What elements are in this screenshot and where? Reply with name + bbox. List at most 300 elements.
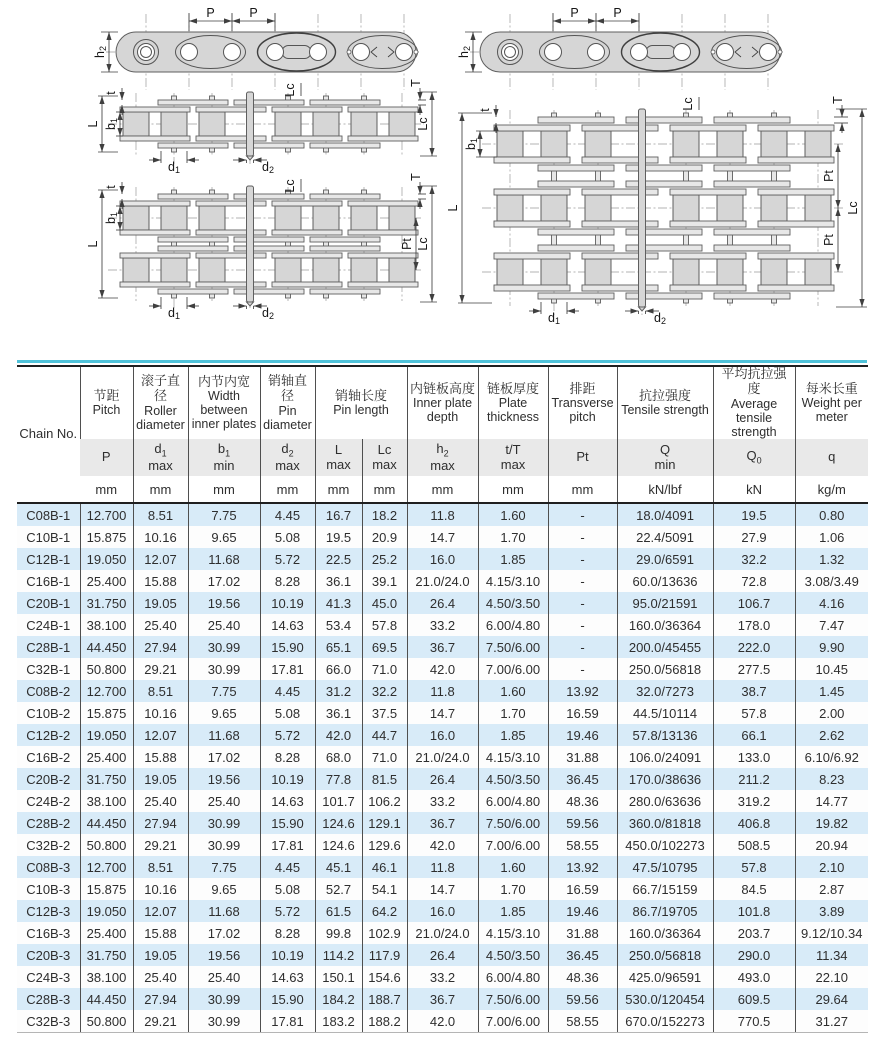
value-cell: 77.8 xyxy=(315,768,362,790)
value-cell: 25.40 xyxy=(188,790,260,812)
value-cell: 250.0/56818 xyxy=(617,658,713,680)
value-cell: 25.40 xyxy=(188,966,260,988)
table-row xyxy=(17,680,868,702)
value-cell: 31.750 xyxy=(80,592,133,614)
dim-label-Lc: Lc xyxy=(283,83,297,97)
value-cell: 37.5 xyxy=(362,702,407,724)
value-cell: 3.08/3.49 xyxy=(795,570,868,592)
value-cell: 7.50/6.00 xyxy=(478,812,548,834)
value-cell: 609.5 xyxy=(713,988,795,1010)
column-unit: mm xyxy=(133,476,188,503)
value-cell: 11.34 xyxy=(795,944,868,966)
value-cell: 7.75 xyxy=(188,503,260,526)
header-symbols-row xyxy=(17,439,868,476)
dim-label-t: t xyxy=(104,185,118,189)
value-cell: 47.5/10795 xyxy=(617,856,713,878)
value-cell: 19.46 xyxy=(548,724,617,746)
value-cell: 15.90 xyxy=(260,812,315,834)
table-row xyxy=(17,702,868,724)
value-cell: 25.40 xyxy=(133,790,188,812)
column-unit: mm xyxy=(315,476,362,503)
value-cell: 19.050 xyxy=(80,900,133,922)
value-cell: 52.7 xyxy=(315,878,362,900)
value-cell: 15.875 xyxy=(80,878,133,900)
value-cell: 1.45 xyxy=(795,680,868,702)
value-cell: 2.10 xyxy=(795,856,868,878)
value-cell: 27.94 xyxy=(133,636,188,658)
column-symbol: $b_1$ min xyxy=(188,439,260,476)
column-unit: mm xyxy=(80,476,133,503)
value-cell: 1.32 xyxy=(795,548,868,570)
spec-table-section xyxy=(17,360,867,1033)
value-cell: 106.7 xyxy=(713,592,795,614)
value-cell: 5.72 xyxy=(260,724,315,746)
value-cell: 7.00/6.00 xyxy=(478,834,548,856)
table-row xyxy=(17,658,868,680)
dim-label-P: P xyxy=(249,6,258,20)
value-cell: 29.0/6591 xyxy=(617,548,713,570)
value-cell: 71.0 xyxy=(362,658,407,680)
value-cell: 22.10 xyxy=(795,966,868,988)
value-cell: 31.27 xyxy=(795,1010,868,1033)
value-cell: 16.0 xyxy=(407,548,478,570)
value-cell: 14.63 xyxy=(260,614,315,636)
single-strand-plan-view-diagram xyxy=(86,80,438,176)
value-cell: - xyxy=(548,614,617,636)
value-cell: 44.450 xyxy=(80,812,133,834)
value-cell: 508.5 xyxy=(713,834,795,856)
value-cell: 20.94 xyxy=(795,834,868,856)
value-cell: 102.9 xyxy=(362,922,407,944)
value-cell: 19.5 xyxy=(315,526,362,548)
value-cell: 11.68 xyxy=(188,724,260,746)
chain-no-cell: C10B-1 xyxy=(17,526,80,548)
value-cell: 42.0 xyxy=(407,658,478,680)
value-cell: 4.50/3.50 xyxy=(478,592,548,614)
value-cell: 15.90 xyxy=(260,988,315,1010)
dim-label-d1: d1 xyxy=(548,311,560,326)
header-names-row xyxy=(17,366,868,439)
column-symbol: P xyxy=(80,439,133,476)
table-row xyxy=(17,922,868,944)
value-cell: 38.100 xyxy=(80,790,133,812)
dim-label-t: t xyxy=(104,91,118,95)
dim-label-P: P xyxy=(570,6,579,20)
value-cell: 1.06 xyxy=(795,526,868,548)
value-cell: 50.800 xyxy=(80,834,133,856)
value-cell: 26.4 xyxy=(407,944,478,966)
value-cell: 7.50/6.00 xyxy=(478,636,548,658)
value-cell: 183.2 xyxy=(315,1010,362,1033)
value-cell: 7.00/6.00 xyxy=(478,1010,548,1033)
value-cell: 19.5 xyxy=(713,503,795,526)
dim-label-Lc: Lc xyxy=(681,97,695,111)
value-cell: 81.5 xyxy=(362,768,407,790)
value-cell: 5.72 xyxy=(260,900,315,922)
value-cell: 46.1 xyxy=(362,856,407,878)
value-cell: 203.7 xyxy=(713,922,795,944)
value-cell: 25.400 xyxy=(80,746,133,768)
value-cell: 31.750 xyxy=(80,944,133,966)
value-cell: 25.2 xyxy=(362,548,407,570)
value-cell: 15.875 xyxy=(80,526,133,548)
chain-no-cell: C24B-3 xyxy=(17,966,80,988)
table-row xyxy=(17,966,868,988)
column-unit: kg/m xyxy=(795,476,868,503)
value-cell: 4.50/3.50 xyxy=(478,944,548,966)
value-cell: 30.99 xyxy=(188,834,260,856)
column-header: 节距 Pitch xyxy=(80,366,133,439)
value-cell: 17.81 xyxy=(260,1010,315,1033)
column-unit: mm xyxy=(362,476,407,503)
value-cell: 9.90 xyxy=(795,636,868,658)
value-cell: 160.0/36364 xyxy=(617,614,713,636)
value-cell: 44.5/10114 xyxy=(617,702,713,724)
value-cell: 8.51 xyxy=(133,856,188,878)
value-cell: 5.08 xyxy=(260,526,315,548)
value-cell: 12.700 xyxy=(80,856,133,878)
column-header: 销轴长度 Pin length xyxy=(315,366,407,439)
value-cell: 6.00/4.80 xyxy=(478,966,548,988)
value-cell: 27.94 xyxy=(133,812,188,834)
value-cell: 21.0/24.0 xyxy=(407,570,478,592)
value-cell: 42.0 xyxy=(407,1010,478,1033)
value-cell: 36.7 xyxy=(407,812,478,834)
value-cell: 44.450 xyxy=(80,636,133,658)
value-cell: 319.2 xyxy=(713,790,795,812)
chain-no-cell: C10B-2 xyxy=(17,702,80,724)
value-cell: 36.1 xyxy=(315,570,362,592)
value-cell: 18.0/4091 xyxy=(617,503,713,526)
value-cell: 99.8 xyxy=(315,922,362,944)
chain-no-cell: C08B-1 xyxy=(17,503,80,526)
table-row xyxy=(17,724,868,746)
value-cell: 7.75 xyxy=(188,680,260,702)
column-header: 抗拉强度 Tensile strength xyxy=(617,366,713,439)
value-cell: 57.8/13136 xyxy=(617,724,713,746)
value-cell: 12.07 xyxy=(133,724,188,746)
chain-no-cell: C28B-2 xyxy=(17,812,80,834)
value-cell: 30.99 xyxy=(188,658,260,680)
dim-label-Pt: Pt xyxy=(400,238,414,250)
value-cell: 66.7/15159 xyxy=(617,878,713,900)
value-cell: 32.2 xyxy=(713,548,795,570)
chain-no-cell: C12B-3 xyxy=(17,900,80,922)
value-cell: 59.56 xyxy=(548,812,617,834)
chain-no-cell: C32B-3 xyxy=(17,1010,80,1033)
value-cell: 48.36 xyxy=(548,790,617,812)
table-row xyxy=(17,548,868,570)
value-cell: 14.63 xyxy=(260,966,315,988)
value-cell: 106.2 xyxy=(362,790,407,812)
value-cell: 4.50/3.50 xyxy=(478,768,548,790)
chain-no-cell: C12B-2 xyxy=(17,724,80,746)
value-cell: 38.100 xyxy=(80,614,133,636)
value-cell: 14.7 xyxy=(407,702,478,724)
dim-label-L: L xyxy=(446,204,460,212)
value-cell: 71.0 xyxy=(362,746,407,768)
chain-no-cell: C32B-2 xyxy=(17,834,80,856)
column-unit: mm xyxy=(548,476,617,503)
value-cell: 30.99 xyxy=(188,636,260,658)
value-cell: 0.80 xyxy=(795,503,868,526)
value-cell: 57.8 xyxy=(713,856,795,878)
value-cell: 17.02 xyxy=(188,922,260,944)
value-cell: 22.5 xyxy=(315,548,362,570)
value-cell: 32.2 xyxy=(362,680,407,702)
chain-no-cell: C24B-2 xyxy=(17,790,80,812)
value-cell: 25.40 xyxy=(133,966,188,988)
value-cell: 211.2 xyxy=(713,768,795,790)
value-cell: 9.65 xyxy=(188,526,260,548)
value-cell: 25.40 xyxy=(133,614,188,636)
spec-table-header xyxy=(17,366,868,503)
value-cell: 2.62 xyxy=(795,724,868,746)
chain-no-cell: C16B-2 xyxy=(17,746,80,768)
value-cell: 1.60 xyxy=(478,680,548,702)
value-cell: 178.0 xyxy=(713,614,795,636)
value-cell: 106.0/24091 xyxy=(617,746,713,768)
value-cell: 7.50/6.00 xyxy=(478,988,548,1010)
value-cell: 5.72 xyxy=(260,548,315,570)
column-symbol: Lc max xyxy=(362,439,407,476)
value-cell: - xyxy=(548,526,617,548)
value-cell: 184.2 xyxy=(315,988,362,1010)
dim-label-d2: d2 xyxy=(262,306,274,321)
value-cell: 36.7 xyxy=(407,636,478,658)
table-row xyxy=(17,812,868,834)
value-cell: 58.55 xyxy=(548,1010,617,1033)
chain-side-view-right-diagram xyxy=(457,4,792,92)
value-cell: 114.2 xyxy=(315,944,362,966)
value-cell: 39.1 xyxy=(362,570,407,592)
value-cell: 33.2 xyxy=(407,614,478,636)
value-cell: 19.46 xyxy=(548,900,617,922)
value-cell: 8.51 xyxy=(133,680,188,702)
value-cell: 101.8 xyxy=(713,900,795,922)
value-cell: 117.9 xyxy=(362,944,407,966)
value-cell: 50.800 xyxy=(80,1010,133,1033)
value-cell: 6.10/6.92 xyxy=(795,746,868,768)
column-header: 内链板高度 Inner plate depth xyxy=(407,366,478,439)
value-cell: 188.2 xyxy=(362,1010,407,1033)
value-cell: 42.0 xyxy=(315,724,362,746)
value-cell: 30.99 xyxy=(188,1010,260,1033)
value-cell: 29.21 xyxy=(133,658,188,680)
value-cell: - xyxy=(548,592,617,614)
value-cell: 1.85 xyxy=(478,548,548,570)
value-cell: 11.68 xyxy=(188,900,260,922)
value-cell: 22.4/5091 xyxy=(617,526,713,548)
value-cell: 12.07 xyxy=(133,548,188,570)
value-cell: 10.19 xyxy=(260,768,315,790)
table-row xyxy=(17,526,868,548)
value-cell: 19.82 xyxy=(795,812,868,834)
column-symbol: $h_2$ max xyxy=(407,439,478,476)
chain-no-cell: C24B-1 xyxy=(17,614,80,636)
value-cell: 406.8 xyxy=(713,812,795,834)
value-cell: 16.7 xyxy=(315,503,362,526)
value-cell: 14.63 xyxy=(260,790,315,812)
value-cell: 33.2 xyxy=(407,966,478,988)
value-cell: 31.750 xyxy=(80,768,133,790)
value-cell: 50.800 xyxy=(80,658,133,680)
value-cell: 95.0/21591 xyxy=(617,592,713,614)
column-header: 排距 Transverse pitch xyxy=(548,366,617,439)
value-cell: 9.65 xyxy=(188,702,260,724)
value-cell: 44.7 xyxy=(362,724,407,746)
value-cell: 5.08 xyxy=(260,878,315,900)
value-cell: 42.0 xyxy=(407,834,478,856)
value-cell: 19.050 xyxy=(80,724,133,746)
value-cell: 44.450 xyxy=(80,988,133,1010)
dim-label-L: L xyxy=(86,240,100,248)
value-cell: 53.4 xyxy=(315,614,362,636)
dim-label-Pt: Pt xyxy=(822,170,836,182)
column-symbol: $d_1$ max xyxy=(133,439,188,476)
column-unit: kN/lbf xyxy=(617,476,713,503)
value-cell: 4.16 xyxy=(795,592,868,614)
chain-no-header: Chain No. xyxy=(17,366,80,503)
dim-label-b1: b1 xyxy=(464,138,479,150)
value-cell: 7.47 xyxy=(795,614,868,636)
value-cell: 16.0 xyxy=(407,900,478,922)
value-cell: 25.40 xyxy=(188,614,260,636)
table-row xyxy=(17,878,868,900)
value-cell: 4.15/3.10 xyxy=(478,922,548,944)
value-cell: 15.88 xyxy=(133,746,188,768)
dim-label-d1: d1 xyxy=(168,306,180,321)
table-row xyxy=(17,944,868,966)
value-cell: 290.0 xyxy=(713,944,795,966)
value-cell: 770.5 xyxy=(713,1010,795,1033)
value-cell: - xyxy=(548,570,617,592)
value-cell: 19.050 xyxy=(80,548,133,570)
value-cell: 21.0/24.0 xyxy=(407,922,478,944)
table-row xyxy=(17,570,868,592)
table-row xyxy=(17,988,868,1010)
value-cell: 2.00 xyxy=(795,702,868,724)
column-header: 内节内宽 Width between inner plates xyxy=(188,366,260,439)
value-cell: 14.77 xyxy=(795,790,868,812)
value-cell: 58.55 xyxy=(548,834,617,856)
dim-label-d2: d2 xyxy=(654,311,666,326)
value-cell: 26.4 xyxy=(407,592,478,614)
value-cell: 10.19 xyxy=(260,944,315,966)
value-cell: 21.0/24.0 xyxy=(407,746,478,768)
value-cell: 15.88 xyxy=(133,570,188,592)
column-unit: kN xyxy=(713,476,795,503)
value-cell: 31.88 xyxy=(548,746,617,768)
value-cell: 8.28 xyxy=(260,922,315,944)
value-cell: 15.88 xyxy=(133,922,188,944)
value-cell: 11.8 xyxy=(407,680,478,702)
value-cell: 8.28 xyxy=(260,570,315,592)
value-cell: 150.1 xyxy=(315,966,362,988)
column-symbol: t/T max xyxy=(478,439,548,476)
dim-label-L: L xyxy=(86,120,100,128)
value-cell: 670.0/152273 xyxy=(617,1010,713,1033)
dim-label-t: t xyxy=(478,108,492,112)
dim-label-P: P xyxy=(206,6,215,20)
dim-label-T: T xyxy=(409,173,423,181)
chain-no-cell: C08B-3 xyxy=(17,856,80,878)
column-symbol: Q min xyxy=(617,439,713,476)
value-cell: 4.15/3.10 xyxy=(478,746,548,768)
value-cell: 129.1 xyxy=(362,812,407,834)
value-cell: 1.70 xyxy=(478,878,548,900)
value-cell: 31.88 xyxy=(548,922,617,944)
chain-no-cell: C32B-1 xyxy=(17,658,80,680)
value-cell: 7.75 xyxy=(188,856,260,878)
value-cell: 30.99 xyxy=(188,988,260,1010)
value-cell: 4.45 xyxy=(260,856,315,878)
value-cell: 25.400 xyxy=(80,922,133,944)
value-cell: 36.1 xyxy=(315,702,362,724)
column-unit: mm xyxy=(478,476,548,503)
value-cell: 36.45 xyxy=(548,944,617,966)
value-cell: 13.92 xyxy=(548,680,617,702)
dim-label-h2: h2 xyxy=(457,46,472,58)
value-cell: 10.19 xyxy=(260,592,315,614)
value-cell: 19.56 xyxy=(188,768,260,790)
value-cell: - xyxy=(548,548,617,570)
value-cell: 10.45 xyxy=(795,658,868,680)
value-cell: 32.0/7273 xyxy=(617,680,713,702)
value-cell: 4.45 xyxy=(260,503,315,526)
value-cell: 19.05 xyxy=(133,592,188,614)
value-cell: 222.0 xyxy=(713,636,795,658)
chain-no-cell: C28B-3 xyxy=(17,988,80,1010)
value-cell: 3.89 xyxy=(795,900,868,922)
value-cell: 124.6 xyxy=(315,812,362,834)
value-cell: - xyxy=(548,503,617,526)
chain-no-cell: C20B-1 xyxy=(17,592,80,614)
column-symbol: $d_2$ max xyxy=(260,439,315,476)
header-units-row xyxy=(17,476,868,503)
column-symbol: L max xyxy=(315,439,362,476)
value-cell: 18.2 xyxy=(362,503,407,526)
value-cell: 124.6 xyxy=(315,834,362,856)
value-cell: 10.16 xyxy=(133,526,188,548)
value-cell: 101.7 xyxy=(315,790,362,812)
dim-label-Lc: Lc xyxy=(416,237,430,251)
chain-no-cell: C28B-1 xyxy=(17,636,80,658)
value-cell: 170.0/38636 xyxy=(617,768,713,790)
value-cell: 530.0/120454 xyxy=(617,988,713,1010)
value-cell: 84.5 xyxy=(713,878,795,900)
table-row xyxy=(17,746,868,768)
value-cell: 17.02 xyxy=(188,570,260,592)
value-cell: 27.94 xyxy=(133,988,188,1010)
value-cell: 29.21 xyxy=(133,1010,188,1033)
value-cell: 17.81 xyxy=(260,834,315,856)
value-cell: 27.9 xyxy=(713,526,795,548)
value-cell: 30.99 xyxy=(188,812,260,834)
table-row xyxy=(17,614,868,636)
value-cell: 154.6 xyxy=(362,966,407,988)
table-row xyxy=(17,856,868,878)
value-cell: 9.12/10.34 xyxy=(795,922,868,944)
dim-label-T: T xyxy=(409,79,423,87)
value-cell: 59.56 xyxy=(548,988,617,1010)
column-unit: mm xyxy=(188,476,260,503)
value-cell: 68.0 xyxy=(315,746,362,768)
value-cell: 250.0/56818 xyxy=(617,944,713,966)
value-cell: 86.7/19705 xyxy=(617,900,713,922)
value-cell: 19.56 xyxy=(188,944,260,966)
value-cell: 57.8 xyxy=(362,614,407,636)
